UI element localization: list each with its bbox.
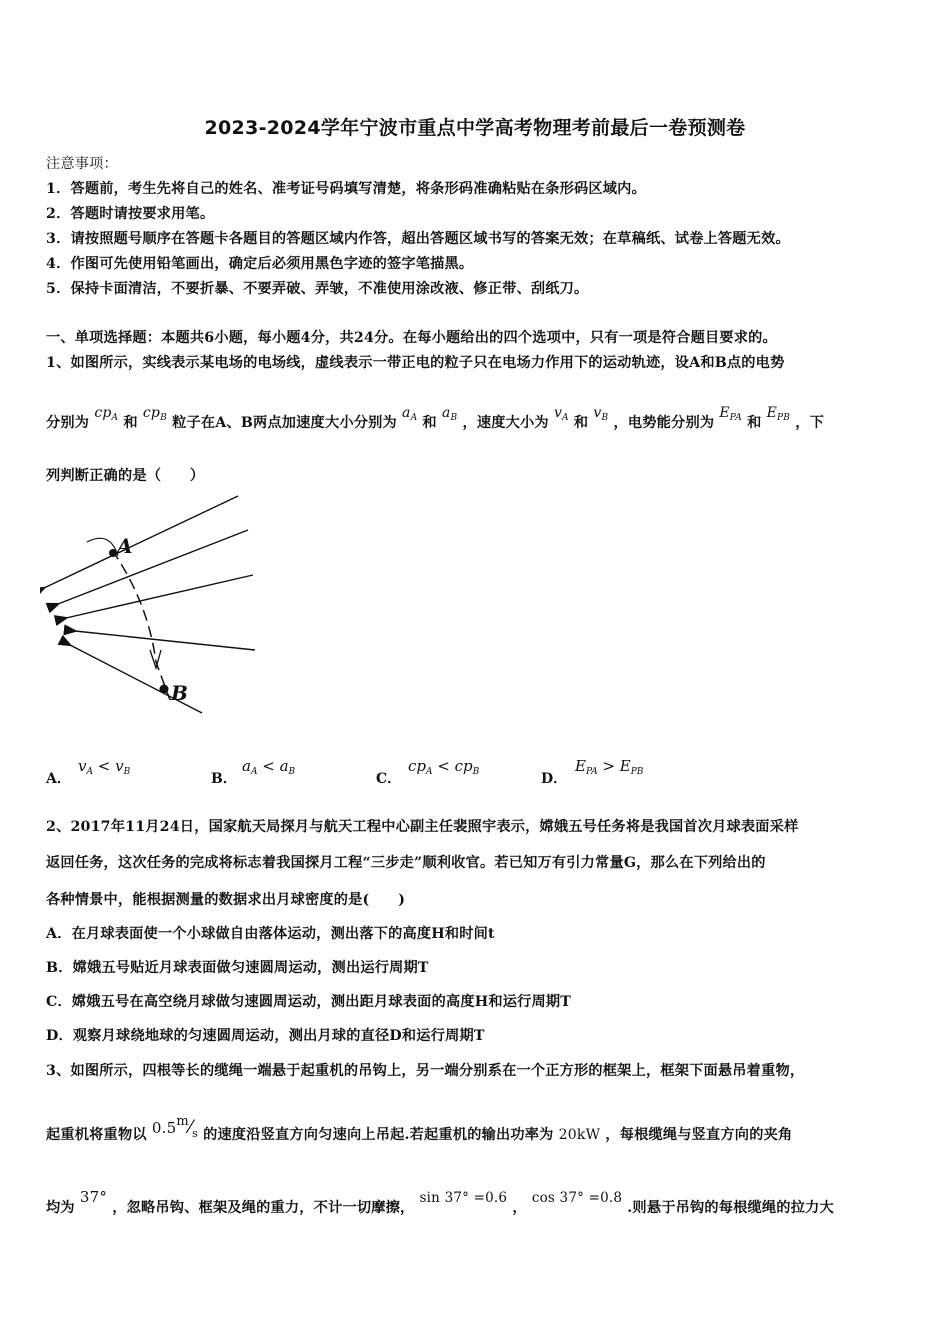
page-title: 2023-2024学年宁波市重点中学高考物理考前最后一卷预测卷 [204, 117, 746, 139]
notice-heading: 注意事项： [46, 156, 118, 172]
field-line-2 [58, 530, 248, 604]
q2-line2: 返回任务，这次任务的完成将标志着我国探月工程“三步走”顺利收官。若已知万有引力常量G，那么在下列给出的 [46, 855, 766, 871]
q2-option-d[interactable]: D．观察月球绕地球的匀速圆周运动，测出月球的直径D和运行周期T [46, 1028, 485, 1044]
q1-math-aa: $a_A$ [402, 405, 418, 423]
q1-math-va: $v_A$ [553, 405, 569, 423]
q1-text-d: 和 [422, 415, 437, 431]
q1-text-f: 和 [573, 415, 589, 431]
q1-math-cpb: $cp_B$ [142, 405, 167, 423]
q3-math-power: 20kW [558, 1127, 601, 1143]
q3-text-l3d: .则悬于吊钩的每根缆绳的拉力大 [627, 1200, 834, 1216]
point-b-dot [160, 685, 169, 694]
q3-math-angle: 37° [79, 1188, 108, 1206]
q3-text-c: ，每根缆绳与竖直方向的夹角 [605, 1127, 793, 1143]
q2-line1: 2、2017年11月24日，国家航天局探月与航天工程中心副主任裴照宇表示，嫦娥五号任务将是我国首次月球表面采样 [46, 819, 799, 835]
q3-math-cos: cos 37° =0.8 [531, 1190, 623, 1206]
field-line-3 [66, 575, 253, 618]
notice-item-2: 2．答题时请按要求用笔。 [46, 206, 215, 222]
q2-option-b[interactable]: B．嫦娥五号贴近月球表面做匀速圆周运动，测出运行周期T [46, 960, 429, 976]
notice-item-3: 3．请按照题号顺序在答题卡各题目的答题区域内作答，超出答题区域书写的答案无效；在草稿纸、试卷上答题无效。 [46, 231, 790, 247]
point-b-label: B [171, 681, 188, 705]
q1-math-epa: $E_{PA}$ [719, 405, 742, 423]
q3-line1: 3、如图所示，四根等长的缆绳一端悬于起重机的吊钩上，另一端分别系在一个正方形的框架上，框架下面悬吊着重物， [46, 1063, 805, 1079]
q3-math-speed: $0.5m⁄_s$ [151, 1114, 198, 1140]
q1-field-diagram [40, 490, 270, 740]
q1-line2 [46, 405, 920, 433]
q1-option-d-math[interactable]: $E_{PA} > E_{PB}$ [575, 757, 644, 777]
trajectory-path [112, 550, 170, 700]
field-line-4 [75, 631, 255, 650]
q1-math-epb: $E_{PB}$ [766, 405, 791, 423]
q3-line3 [46, 1188, 920, 1217]
q2-line3: 各种情景中，能根据测量的数据求出月球密度的是( ) [46, 892, 406, 908]
q3-text-l3b: ，忽略吊钩、框架及绳的重力，不计一切摩擦， [112, 1200, 415, 1216]
notice-item-1: 1．答题前，考生先将自己的姓名、准考证号码填写清楚，将条形码准确粘贴在条形码区域内。 [46, 181, 646, 197]
point-a-label: A [117, 534, 133, 558]
q3-text-l3c: ， [512, 1200, 527, 1216]
q1-text-h: 和 [747, 415, 762, 431]
q3-line2 [46, 1114, 920, 1144]
q1-option-a-label: A． [46, 771, 71, 787]
field-line-1 [44, 496, 238, 588]
q1-text-c: 粒子在A、B两点加速度大小分别为 [172, 415, 397, 431]
notice-item-5: 5．保持卡面清洁，不要折暴、不要弄破、弄皱，不准使用涂改液、修正带、刮纸刀。 [46, 281, 589, 297]
q3-math-sin: sin 37° =0.6 [419, 1190, 508, 1206]
q1-option-c-label: C． [376, 771, 402, 787]
q1-text-b: 和 [123, 415, 138, 431]
q1-math-cpa: $cp_A$ [94, 405, 119, 423]
q1-line1: 1、如图所示，实线表示某电场的电场线，虚线表示一带正电的粒子只在电场力作用下的运动轨迹，设A和B点的电势 [46, 355, 785, 371]
q1-option-a-math[interactable]: $v_A < v_B$ [78, 757, 131, 777]
q2-option-a[interactable]: A．在月球表面使一个小球做自由落体运动，测出落下的高度H和时间t [46, 926, 495, 942]
point-a-dot [109, 549, 117, 557]
q3-text-b: 的速度沿竖直方向匀速向上吊起.若起重机的输出功率为 [203, 1127, 554, 1143]
q1-option-c-math[interactable]: $cp_A < cp_B$ [408, 757, 480, 777]
trajectory-arrow [150, 650, 161, 668]
q1-option-d-label: D． [541, 771, 568, 787]
q1-text-i: ，下 [795, 415, 825, 431]
q1-text-a: 分别为 [46, 415, 90, 431]
section1-heading: 一、单项选择题：本题共6小题，每小题4分，共24分。在每小题给出的四个选项中，只有一项是符合题目要求的。 [46, 330, 777, 346]
q1-line3: 列判断正确的是（ ） [46, 468, 205, 484]
q1-text-g: ，电势能分别为 [613, 415, 715, 431]
q3-text-l3a: 均为 [46, 1200, 75, 1216]
q3-text-a: 起重机将重物以 [46, 1127, 147, 1143]
q2-option-c[interactable]: C．嫦娥五号在高空绕月球做匀速圆周运动，测出距月球表面的高度H和运行周期T [46, 994, 572, 1010]
q1-option-b-label: B． [211, 771, 237, 787]
q1-math-ab: $a_B$ [441, 405, 458, 423]
q1-math-vb: $v_B$ [593, 405, 609, 423]
q1-text-e: ，速度大小为 [462, 415, 549, 431]
notice-item-4: 4．作图可先使用铅笔画出，确定后必须用黑色字迹的签字笔描黑。 [46, 256, 474, 272]
q1-option-b-math[interactable]: $a_A < a_B$ [242, 757, 296, 777]
